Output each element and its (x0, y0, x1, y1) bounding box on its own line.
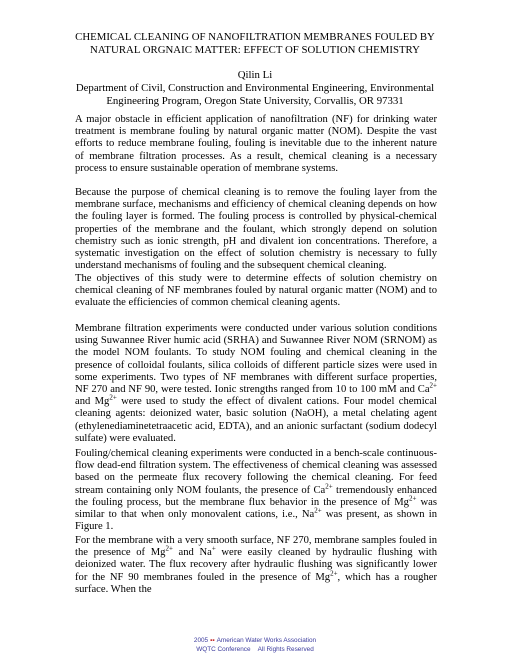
paragraph-5-text-a: Fouling/chemical cleaning experiments were conducted in a bench-scale continuous-flow dead-end filtration system. The effectiveness of chemical cleaning was assessed based on the permeate flux recovery following the chemical cleaning. For feed stream containing only NOM foulants, the presence of Ca (75, 448, 437, 496)
paragraph-4-text-a: Membrane filtration experiments were conducted under various solution conditions using Suwannee River humic acid (SRHA) and Suwannee River NOM (SRNOM) as the model NOM foulants. To study NOM fouling and chemical cleaning in the presence of colloidal foulants, silica colloids of different particle sizes were used in some experiments. Two types of NF membranes with different surface properties, NF 270 and NF 90, were tested. Ionic strengths ranged from 10 to 100 mM and Ca (75, 323, 437, 396)
author-name: Qilin Li (237, 69, 273, 81)
paragraph-4-text-c: were used to study the effect of divalent cations. Four model chemical cleaning agents: deionized water, basic solution (NaOH), a metal chelating agent (ethylenediaminetetraacetic acid, EDTA), and an anionic surfactant (sodium dodecyl sulfate) were evaluated. (75, 396, 437, 444)
paragraph-3: The objectives of this study were to determine effects of solution chemistry on chemical cleaning of NF membranes fouled by natural organic matter (NOM) and to evaluate the efficiencies of common chemical cleaning agents. (75, 273, 437, 309)
paragraph-2: Because the purpose of chemical cleaning is to remove the fouling layer from the membrane surface, mechanisms and efficiency of chemical cleaning depends on how the fouling layer is formed. The fouling process is controlled by physical-chemical properties of the membrane and the foulant, which strongly depend on solution chemistry such as ionic strength, pH and divalent ion concentrations. Therefore, a systematic investigation on the effect of solution chemistry is necessary to fully understand mechanisms of fouling and the subsequent chemical cleaning. (75, 187, 437, 272)
paragraph-4-sup-2: 2+ (109, 393, 117, 402)
title-line-2: NATURAL ORGNAIC MATTER: EFFECT OF SOLUTION CHEMISTRY (90, 44, 420, 56)
paragraph-6-text-a: For the membrane with a very smooth surface, NF 270, membrane samples fouled in the presence of Mg (75, 535, 437, 559)
paragraph-6-sup-3: 2+ (330, 569, 338, 578)
footer-rights: All Rights Reserved (257, 645, 314, 653)
footer-row-1 (150, 637, 360, 646)
author-block (50, 69, 460, 108)
footer-conference: WQTC Conference (196, 645, 251, 653)
paragraph-5-text-d: was present, as shown in Figure 1. (75, 509, 437, 533)
footer-org: American Water Works Association (216, 637, 317, 644)
paragraph-6-sup-2: + (211, 544, 216, 553)
awwa-logo-dots-icon: ▪▪ (210, 637, 215, 644)
affiliation-line-2: Engineering Program, Oregon State University, Corvallis, OR 97331 (106, 95, 404, 107)
paragraph-5-sup-1: 2+ (325, 482, 333, 491)
paragraph-4-sup-1: 2+ (429, 381, 437, 390)
paper-title (70, 31, 440, 57)
paragraph-6-text-c: were easily cleaned by hydraulic flushing with deionized water. The flux recovery after hydraulic flushing was significantly lower for the NF 90 membranes fouled in the presence of Mg (75, 547, 437, 583)
paragraph-6-sup-1: 2+ (165, 544, 173, 553)
copyright-footer (150, 637, 360, 654)
footer-year: 2005 (193, 637, 209, 644)
paragraph-4 (75, 323, 437, 445)
paragraph-5-text-c: was similar to that when only monovalent cations, i.e., Na (75, 496, 437, 521)
paragraph-6-text-b: and Na (172, 547, 212, 559)
affiliation-line-1: Department of Civil, Construction and Environmental Engineering, Environmental (75, 82, 435, 94)
paragraph-6 (75, 535, 437, 596)
footer-row-2 (150, 646, 360, 655)
paragraph-4-text-b: and Mg (75, 396, 110, 408)
paragraph-5-text-b: tremendously enhanced the fouling process, but the membrane flux behavior in the presence of Mg (75, 484, 437, 508)
paragraph-5 (75, 448, 437, 533)
paragraph-1: A major obstacle in efficient application of nanofiltration (NF) for drinking water treatment is membrane fouling by natural organic matter (NOM). Despite the vast efforts to reduce membrane fouling, fouling is inevitable due to the inherent nature of membrane filtration processes. As a result, chemical cleaning is a necessary process to ensure sustainable operation of membrane systems. (75, 114, 437, 174)
title-line-1: CHEMICAL CLEANING OF NANOFILTRATION MEMBRANES FOULED BY (75, 31, 435, 43)
paragraph-6-text-d: , which has a rougher surface. When the (75, 571, 438, 595)
paragraph-5-sup-2: 2+ (408, 494, 417, 503)
paragraph-5-sup-3: 2+ (314, 506, 322, 515)
